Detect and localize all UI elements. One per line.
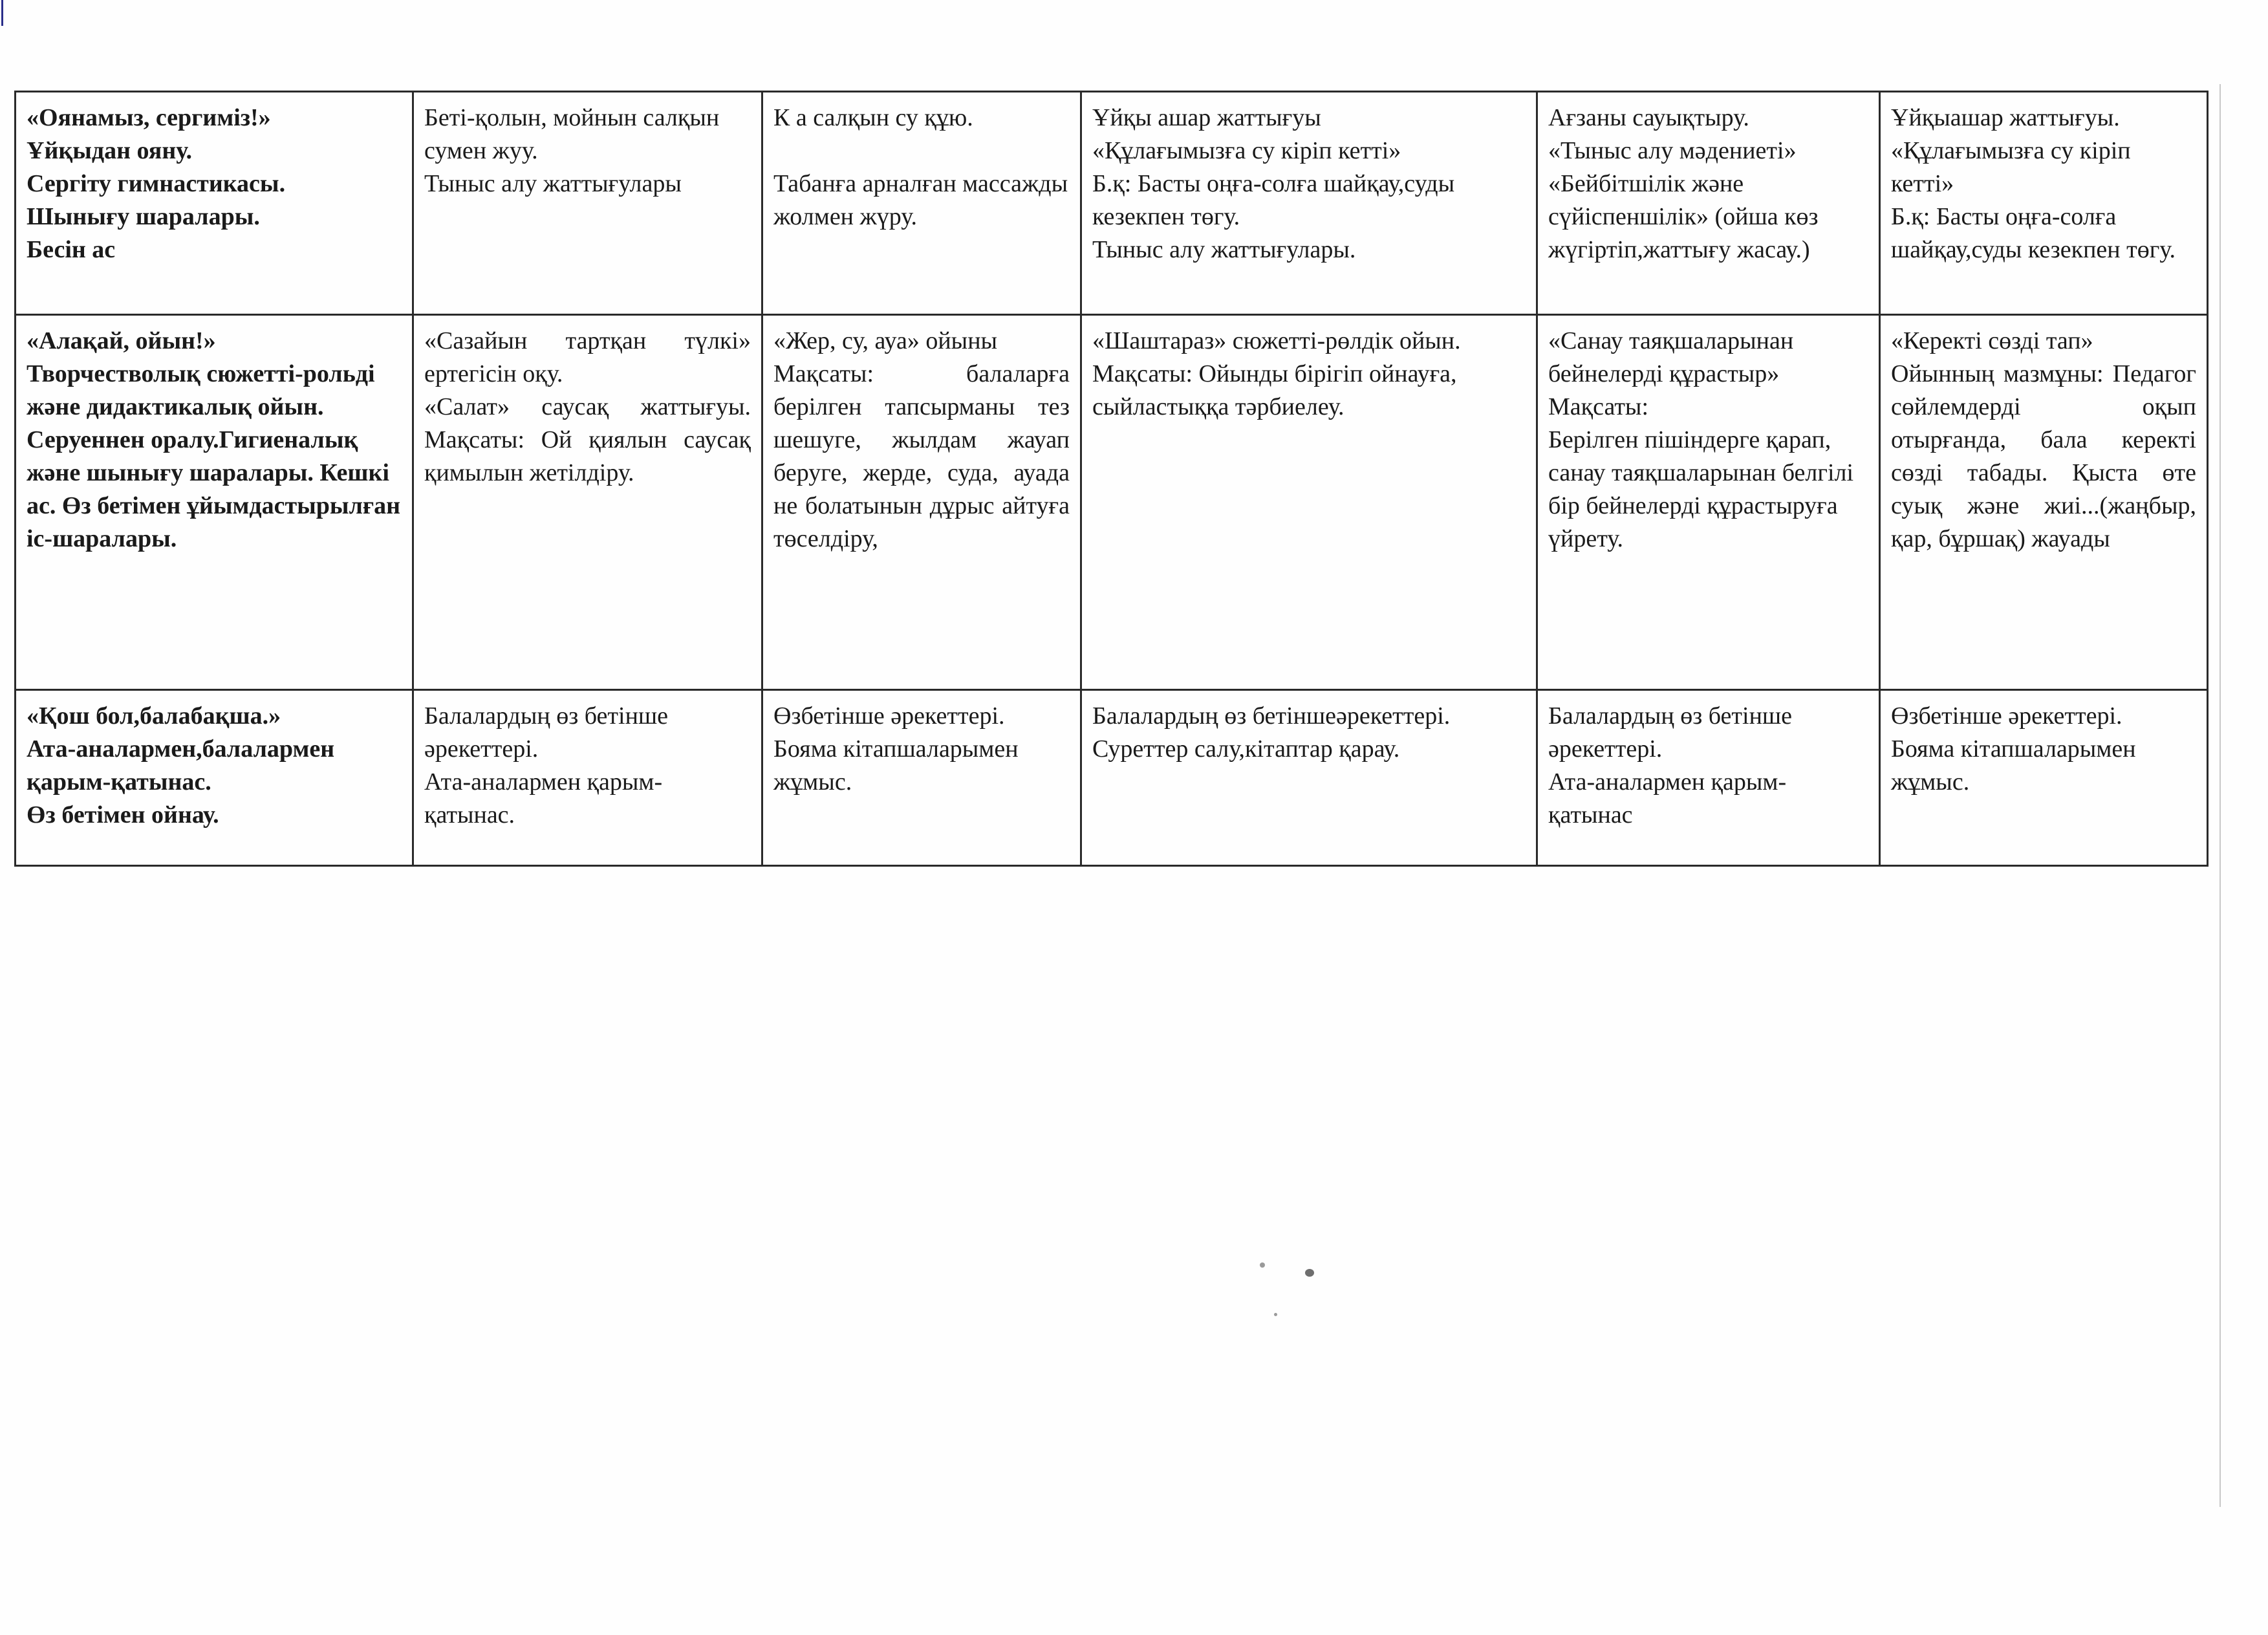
row-heading: «Қош бол,балабақша.» Ата-аналармен,балалармен қарым-қатынас. Өз бетімен ойнау.	[27, 702, 335, 828]
table-cell	[1537, 315, 1880, 690]
table-cell	[762, 92, 1081, 315]
scan-speck	[1260, 1262, 1265, 1268]
scan-edge-line	[2219, 84, 2221, 1507]
table-cell	[762, 690, 1081, 866]
cell-text: Балалардың өз бетінше әрекеттері. Ата-аналармен қарым-қатынас	[1548, 702, 1793, 828]
row-heading-cell	[16, 690, 413, 866]
table-cell	[1880, 315, 2208, 690]
table-cell	[413, 92, 762, 315]
table-row	[16, 92, 2208, 315]
row-heading-cell	[16, 92, 413, 315]
cell-text: «Сазайын тартқан түлкі» ертегісін оқу. «Салат» саусақ жаттығуы. Мақсаты: Ой қиялын саусақ қимылын жетілдіру.	[424, 327, 751, 486]
table-cell	[1081, 690, 1537, 866]
table-cell	[413, 315, 762, 690]
cell-text: Өзбетінше әрекеттері. Бояма кітапшаларымен жұмыс.	[1891, 702, 2136, 796]
table-cell	[1880, 92, 2208, 315]
table-cell	[1537, 690, 1880, 866]
row-heading: «Оянамыз, сергиміз!» Ұйқыдан ояну. Сергіту гимнастикасы. Шынығу шаралары. Бесін ас	[27, 104, 286, 263]
cell-text: Ағзаны сауықтыру. «Тыныс алу мәдениеті» «Бейбітшілік және сүйіспеншілік» (ойша көз жүгіртіп,жаттығу жасау.)	[1548, 104, 1819, 263]
table-cell	[1537, 92, 1880, 315]
table-cell	[1081, 92, 1537, 315]
cell-text: «Керекті сөзді тап» Ойынның мазмұны: Педагог сөйлемдерді оқып отырғанда, бала керекті сөзді табады. Қыста өте суық және жиі...(жаңбыр, қар, бұршақ) жауады	[1891, 327, 2196, 552]
cell-text: «Санау таяқшаларынан бейнелерді құрастыр» Мақсаты: Берілген пішіндерге қарап, санау таяқшаларынан белгілі бір бейнелерді құрастыруға үйрету.	[1548, 327, 1854, 552]
table-cell	[1081, 315, 1537, 690]
row-heading-cell	[16, 315, 413, 690]
cell-text: Балалардың өз бетіншеәрекеттері. Суреттер салу,кітаптар қарау.	[1092, 702, 1451, 763]
scan-speck	[1305, 1269, 1314, 1277]
daily-plan-table	[14, 91, 2209, 867]
cell-text: К а салқын су құю. Табанға арналған массажды жолмен жүру.	[773, 104, 1068, 230]
cell-text: Ұйқыашар жаттығуы. «Құлағымызға су кіріп кетті» Б.қ: Басты оңға-солға шайқау,суды кезекпен төгу.	[1891, 104, 2176, 263]
scan-edge-mark	[1, 0, 3, 26]
cell-text: Балалардың өз бетінше әрекеттері. Ата-аналармен қарым-қатынас.	[424, 702, 669, 828]
cell-text: «Шаштараз» сюжетті-рөлдік ойын. Мақсаты: Ойынды бірігіп ойнауға, сыйластыққа тәрбиелеу.	[1092, 327, 1461, 420]
table-row	[16, 690, 2208, 866]
table-cell	[762, 315, 1081, 690]
cell-text: Ұйқы ашар жаттығуы «Құлағымызға су кіріп кетті» Б.қ: Басты оңға-солға шайқау,суды кезекпен төгу. Тыныс алу жаттығулары.	[1092, 104, 1455, 263]
table-cell	[413, 690, 762, 866]
row-heading: «Алақай, ойын!» Творчестволық сюжетті-рольді және дидактикалық ойын. Серуеннен оралу.Гигиеналық және шынығу шаралары. Кешкі ас. Өз бетімен ұйымдастырылған іс-шаралары.	[27, 327, 401, 552]
table-cell	[1880, 690, 2208, 866]
scan-speck	[1274, 1313, 1277, 1316]
cell-text: Өзбетінше әрекеттері. Бояма кітапшаларымен жұмыс.	[773, 702, 1019, 796]
table-row	[16, 315, 2208, 690]
cell-text: «Жер, су, ауа» ойыны Мақсаты: балаларға берілген тапсырманы тез шешуге, жылдам жауап беруге, жерде, суда, ауада не болатынын дұрыс айтуға төселдіру,	[773, 327, 1070, 552]
cell-text: Беті-қолын, мойнын салқын сумен жуу. Тыныс алу жаттығулары	[424, 104, 720, 197]
